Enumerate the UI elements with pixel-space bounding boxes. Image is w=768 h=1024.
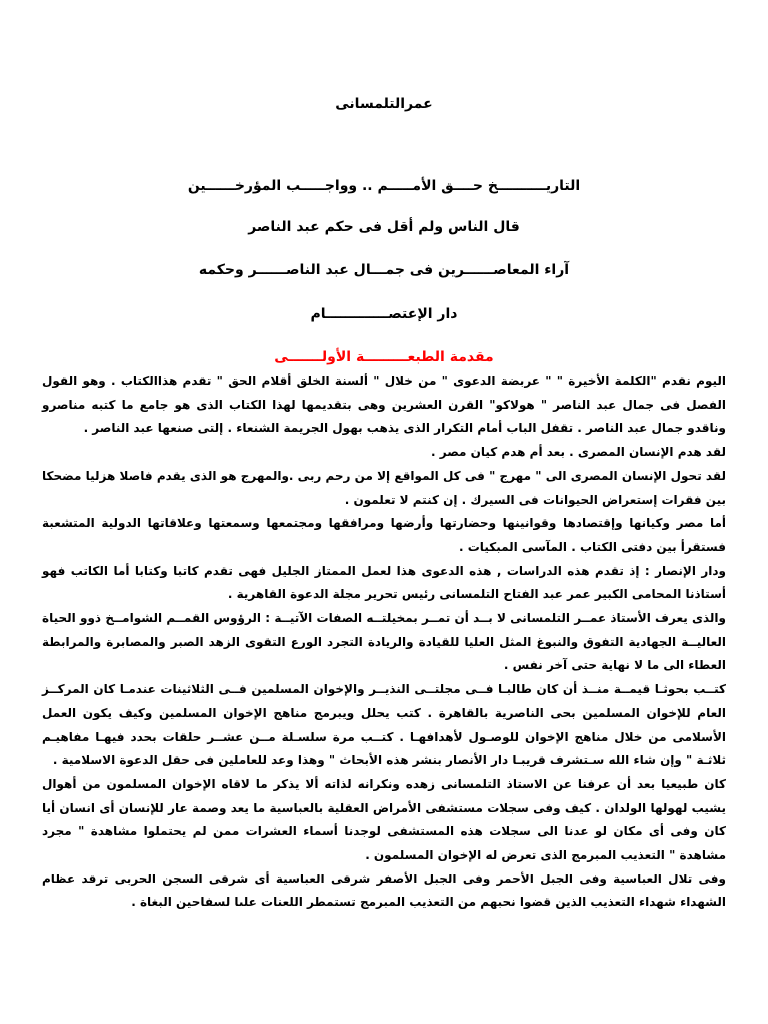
body-paragraph: كان طبيعيا بعد أن عرفنا عن الاستاذ التلمسانى زهده ونكرانه لذاته ألا يذكر ما لاقاه الإخوان المسلمون من أهوال يشيب لهولها الولدان . كيف وفى سجلات مستشفى الأمراض العقلية بالعباسية ما يعد وصمة عار للإنسان أى انسان أيا كان وفى أى مكان لو عدنا الى سجلات هذه المستشفى لوجدنا أسماء العشرات ممن لم يحتملوا مشاهدة " مجرد مشاهدة " التعذيب المبرمج الذى تعرض له الإخوان المسلمون . bbox=[42, 776, 726, 863]
body-paragraph: لقد تحول الإنسان المصرى الى " مهرج " فى كل المواقع إلا من رحم ربى .والمهرج هو الذى يقدم فاصلا هزليا مضحكا بين فقرات إستعراض الحيوانات فى السيرك . إن كنتم لا تعلمون . bbox=[42, 468, 726, 507]
body-paragraph: وفى تلال العباسية وفى الجبل الأحمر وفى الجبل الأصفر شرقى العباسية أى شرقى السجن الحربى ترقد عظام الشهداء شهداء التعذيب الذين قضوا نحبهم من التعذيب المبرمج تستمطر اللعنات علىا لسفاحين البغاة . bbox=[42, 871, 726, 910]
document-body bbox=[42, 370, 726, 915]
book-subtitle: قال الناس ولم أقل فى حكم عبد الناصر bbox=[248, 219, 520, 235]
book-description: آراء المعاصــــــرين فى جمـــال عبد الناصــــــر وحكمه bbox=[198, 262, 570, 278]
publisher-name: دار الإعتصـــــــــــــام bbox=[310, 306, 458, 322]
body-paragraph: اليوم نقدم "الكلمة الأخيرة " " عربضة الدعوى " من خلال " ألسنة الخلق أقلام الحق " تقدم هذاالكتاب . وهو القول الفصل فى جمال عبد الناصر " هولاكو" القرن العشرين وهى بتقديمها لهذا الكتاب الذى هو جامع ما كتبه مناصرو وناقدو جمال عبد الناصر . تقفل الباب أمام التكرار الذى يذهب بهول الجريمة الشنعاء . إلتى صنعها عبد الناصر . bbox=[42, 374, 726, 436]
body-paragraph: ودار الإنصار : إذ تقدم هذه الدراسات , هذه الدعوى هذا لعمل الممتاز الجليل فهى تقدم كاتبا وكتابا أما الكاتب فهو أستاذنا المحامى الكبير عمر عبد الفتاح التلمسانى رئيس تحرير مجلة الدعوة القاهرية . bbox=[42, 563, 726, 602]
body-paragraph: كتــب بحوثـا قيمــة منــذ أن كان طالبـا فــى مجلتــى النذيــر والإخوان المسلمين فــى الثلاثينات عندمـا كان المركــز العام للإخوان المسلمين بحى الناصرية بالقاهرة . كتب يحلل ويبرمج مناهج الإخوان المسلمين وكيف يكون العمل الأسلامى من خلال مناهج الإخوان للوصـول لأهدافهـا . كتــب مرة سلسـلة مــن عشــر حلقات بحدد فيهـا مفاهيـم ثلاثـة " وإن شاء الله سـتشرف قريبـا دار الأنصار بنشر هذه الأبحاث " وهذا وعد للعاملين فى حقل الدعوة الاسلامية . bbox=[42, 682, 726, 768]
body-paragraph: أما مصر وكيانها وإقتصادها وقوانينها وحضارتها وأرضها ومرافقها ومجتمعها وسمعتها وعلاقاتها الدولية المتشعبة فستقرأ بين دفتى الكتاب . المآسى المبكيات . bbox=[42, 516, 726, 554]
book-title: التاريــــــــــخ حــــق الأمـــــم .. وواجـــــب المؤرخــــــين bbox=[187, 178, 581, 194]
author-name: عمرالتلمسانى bbox=[335, 96, 433, 112]
body-paragraph: والذى يعرف الأستاذ عمــر التلمسانى لا بــد أن تمــر بمخيلتــه الصفات الآتيــة : الرؤوس القمــم الشوامــخ ذوو الحياة العاليــة الجهادية التفوق والنبوغ المثل العليا للقيادة والريادة التجرد الورع التقوى الزهد الصبر والمصابرة والمرابطة العطاء الى ما لا نهاية حتى آخر نفس . bbox=[42, 611, 726, 673]
body-paragraph: لقد هدم الإنسان المصرى . بعد أم هدم كيان مصر . bbox=[431, 445, 726, 460]
introduction-title: مقدمة الطبعـــــــــة الأولـــــــى bbox=[274, 349, 494, 365]
